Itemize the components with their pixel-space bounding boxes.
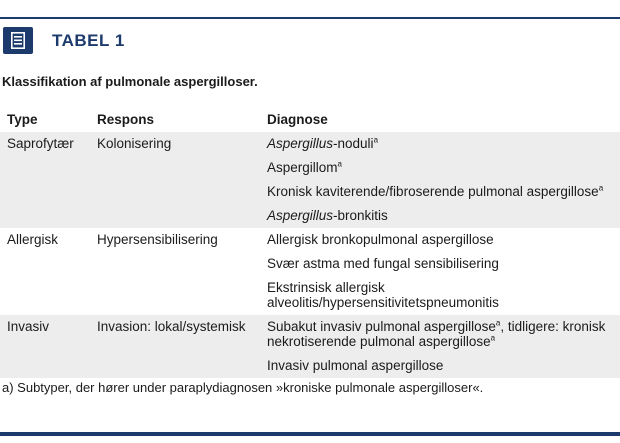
column-header-diagnosis: Diagnose	[267, 111, 328, 127]
cell-diagnosis	[267, 228, 620, 252]
table-badge	[3, 27, 33, 54]
cell-diagnosis	[267, 252, 620, 276]
diagnosis-text: Allergisk bronkopulmonal aspergillose	[267, 232, 494, 247]
document-list-icon	[11, 32, 25, 49]
footnote-marker: a	[598, 183, 604, 193]
classification-table	[0, 106, 620, 378]
column-header-response: Respons	[97, 111, 155, 127]
top-rule	[0, 17, 620, 19]
cell-response: Hypersensibilisering	[97, 232, 218, 247]
cell-type: Invasiv	[7, 319, 50, 334]
table-caption: Klassifikation af pulmonale aspergilloser.	[2, 74, 258, 89]
cell-diagnosis	[267, 204, 620, 228]
table-row	[0, 315, 620, 378]
group-1	[0, 228, 620, 315]
footnote: a) Subtyper, der hører under paraplydiagnosen »kroniske pulmonale aspergilloser«.	[2, 380, 484, 395]
bottom-rule	[0, 432, 620, 436]
cell-diagnosis	[267, 132, 620, 156]
group-2	[0, 315, 620, 378]
cell-type: Saprofytær	[7, 136, 74, 151]
cell-response: Kolonisering	[97, 136, 172, 151]
diagnosis-text: Kronisk kaviterende/fibroserende pulmonal aspergillose	[267, 184, 599, 199]
diagnosis-text: Invasiv pulmonal aspergillose	[267, 358, 444, 373]
column-header-type: Type	[7, 111, 38, 127]
diagnosis-text: nekrotiserende pulmonal aspergillose	[267, 334, 491, 349]
cell-diagnosis	[267, 180, 620, 204]
diagnosis-text: Svær astma med fungal sensibilisering	[267, 256, 499, 271]
table-row	[0, 228, 620, 315]
diagnosis-text: -noduli	[333, 136, 374, 151]
diagnosis-italic: Aspergillus	[267, 136, 334, 151]
cell-type: Allergisk	[7, 232, 59, 247]
diagnosis-text: Subakut invasiv pulmonal aspergillose	[267, 319, 496, 334]
footnote-marker: a	[490, 333, 496, 343]
footnote-marker: a	[495, 318, 501, 328]
table-row	[0, 132, 620, 228]
diagnosis-text: , tidligere: kronisk	[500, 319, 606, 334]
cell-diagnosis	[267, 276, 620, 315]
diagnosis-italic: Aspergillus	[267, 208, 334, 223]
cell-diagnosis	[267, 156, 620, 180]
cell-response: Invasion: lokal/systemisk	[97, 319, 246, 334]
group-0	[0, 132, 620, 228]
header-row	[0, 106, 620, 132]
table-title: TABEL 1	[52, 31, 125, 50]
footnote-marker: a	[373, 135, 379, 145]
cell-diagnosis	[267, 315, 620, 354]
diagnosis-text: Aspergillom	[267, 160, 338, 175]
diagnosis-text: Ekstrinsisk allergisk alveolitis/hypersensitivitetspneumonitis	[267, 280, 499, 310]
diagnosis-text: -bronkitis	[333, 208, 388, 223]
footnote-marker: a	[337, 159, 342, 169]
cell-diagnosis	[267, 354, 620, 378]
